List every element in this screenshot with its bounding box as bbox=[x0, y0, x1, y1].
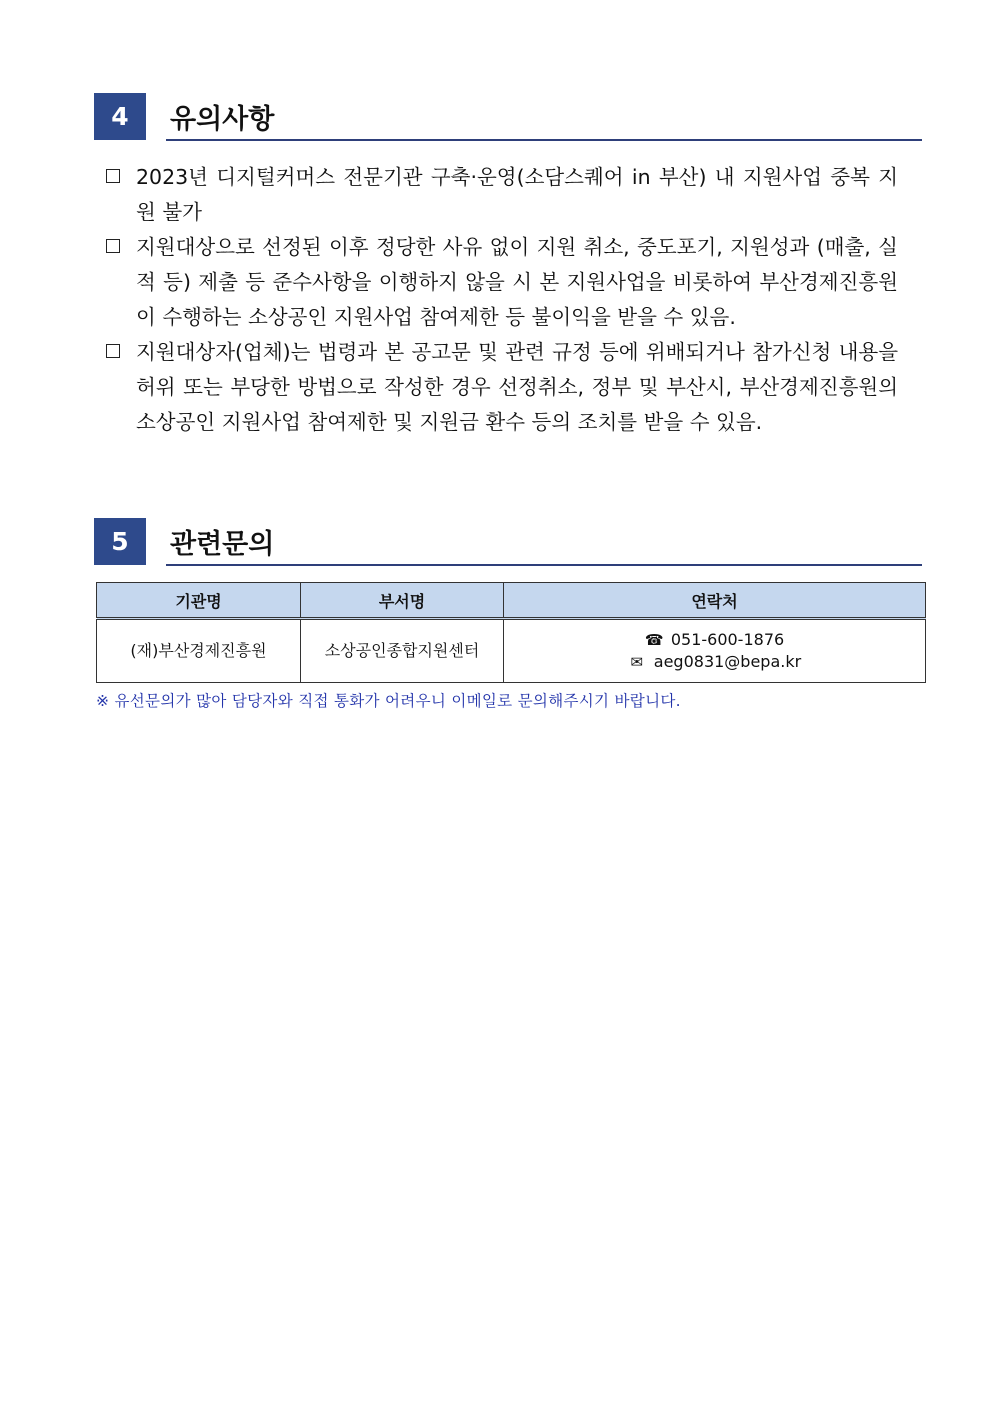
table-row bbox=[97, 619, 926, 683]
dept-cell: 소상공인종합지원센터 bbox=[301, 619, 504, 683]
section-title: 관련문의 bbox=[170, 529, 275, 560]
note-item bbox=[104, 160, 898, 230]
note-text: 2023년 디지털커머스 전문기관 구축·운영(소담스퀘어 in 부산) 내 지원사업 중복 지원 불가 bbox=[136, 165, 898, 224]
section-4-header bbox=[94, 93, 922, 141]
section-divider bbox=[166, 139, 922, 141]
checkbox-bullet-icon bbox=[106, 169, 120, 183]
note-text: 지원대상자(업체)는 법령과 본 공고문 및 관련 규정 등에 위배되거나 참가신청 내용을 허위 또는 부당한 방법으로 작성한 경우 선정취소, 정부 및 부산시, 부산경제진흥원의 소상공인 지원사업 참여제한 및 지원금 환수 등의 조치를 받을 수 있음. bbox=[136, 340, 898, 434]
section-number-badge: 5 bbox=[94, 518, 146, 565]
note-item bbox=[104, 335, 898, 440]
header-org: 기관명 bbox=[97, 583, 301, 619]
phone-number[interactable]: 051-600-1876 bbox=[670, 630, 785, 649]
email-line bbox=[505, 651, 924, 673]
note-text: 지원대상으로 선정된 이후 정당한 사유 없이 지원 취소, 중도포기, 지원성과 (매출, 실적 등) 제출 등 준수사항을 이행하지 않을 시 본 지원사업을 비롯하여 부산경제진흥원이 수행하는 소상공인 지원사업 참여제한 등 불이익을 받을 수 있음. bbox=[136, 235, 898, 329]
contact-table bbox=[96, 582, 926, 683]
checkbox-bullet-icon bbox=[106, 344, 120, 358]
header-dept: 부서명 bbox=[301, 583, 504, 619]
org-cell: (재)부산경제진흥원 bbox=[97, 619, 301, 683]
note-item bbox=[104, 230, 898, 335]
notes-list bbox=[104, 160, 898, 440]
section-5-header bbox=[94, 518, 922, 566]
header-contact: 연락처 bbox=[504, 583, 926, 619]
checkbox-bullet-icon bbox=[106, 239, 120, 253]
contact-cell bbox=[504, 619, 926, 683]
phone-line bbox=[505, 629, 924, 651]
telephone-icon: ☎ bbox=[644, 631, 664, 649]
contact-footnote: ※ 유선문의가 많아 담당자와 직접 통화가 어려우니 이메일로 문의해주시기 바랍니다. bbox=[96, 692, 681, 710]
section-divider bbox=[166, 564, 922, 566]
section-title: 유의사항 bbox=[170, 104, 275, 135]
table-header-row bbox=[97, 583, 926, 619]
section-number-badge: 4 bbox=[94, 93, 146, 140]
envelope-icon: ✉ bbox=[630, 653, 644, 671]
email-address[interactable]: aeg0831@bepa.kr bbox=[653, 652, 802, 671]
